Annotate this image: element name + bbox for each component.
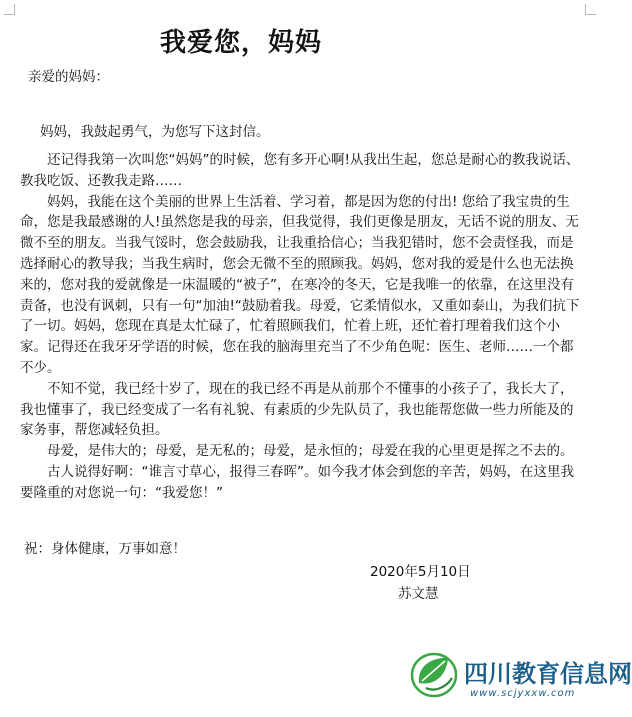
crop-mark-top-right — [585, 4, 596, 15]
letter-salutation: 亲爱的妈妈： — [28, 69, 109, 85]
letter-wish: 祝：身体健康，万事如意！ — [24, 541, 186, 557]
letter-lead: 妈妈，我鼓起勇气，为您写下这封信。 — [40, 124, 270, 140]
crop-mark-top-left — [4, 4, 15, 15]
watermark-url: www.scjyxxw.com — [470, 688, 576, 699]
letter-paragraph: 妈妈，我能在这个美丽的世界上生活着、学习着，都是因为您的付出! 您给了我宝贵的生命，您是我最感谢的人!虽然您是我的母亲，但我觉得，我们更像是朋友，无话不说的朋友、无微不至的朋友。当我气馁时，您会鼓励我，让我重拾信心；当我犯错时，您不会责怪我，而是选择耐心的教导我；当我生病时，您会无微不至的照顾我。妈妈，您对我的爱是什么也无法换来的，您对我的爱就像是一床温暖的“被子”，在寒冷的冬天，它是我唯一的依靠，在这里没有责备，也没有讽刺，只有一句“加油!“鼓励着我。母爱，它柔情似水，又重如泰山，为我们抗下了一切。妈妈，您现在真是太忙碌了，忙着照顾我们，忙着上班，还忙着打理着我们这个小家。记得还在我牙牙学语的时候，您在我的脑海里充当了不少角色呢：医生、老师……一个都不少。 — [20, 193, 580, 376]
letter-date: 2020年5月10日 — [370, 564, 471, 580]
letter-paragraph: 不知不觉，我已经十岁了，现在的我已经不再是从前那个不懂事的小孩子了，我长大了，我也懂事了，我已经变成了一名有礼貌、有素质的少先队员了，我也能帮您做一些力所能及的家务事，帮您减轻负担。 — [20, 380, 574, 439]
watermark — [408, 646, 632, 708]
letter-title: 我爱您，妈妈 — [160, 28, 323, 58]
green-leaf-logo-icon — [408, 648, 460, 700]
watermark-name: 四川教育信息网 — [464, 660, 632, 688]
letter-body — [20, 150, 580, 504]
letter-paragraph: 母爱，是伟大的；母爱，是无私的；母爱，是永恒的；母爱在我的心里更是挥之不去的。 — [47, 443, 574, 460]
letter-paragraph: 还记得我第一次叫您“妈妈”的时候，您有多开心啊!从我出生起，您总是耐心的教我说话、教我吃饭、还教我走路…… — [20, 152, 580, 189]
letter-author: 苏文慧 — [398, 586, 439, 602]
letter-paragraph: 古人说得好啊：“谁言寸草心，报得三春晖”。如今我才体会到您的辛苦，妈妈，在这里我要隆重的对您说一句：“我爱您！” — [20, 463, 574, 501]
